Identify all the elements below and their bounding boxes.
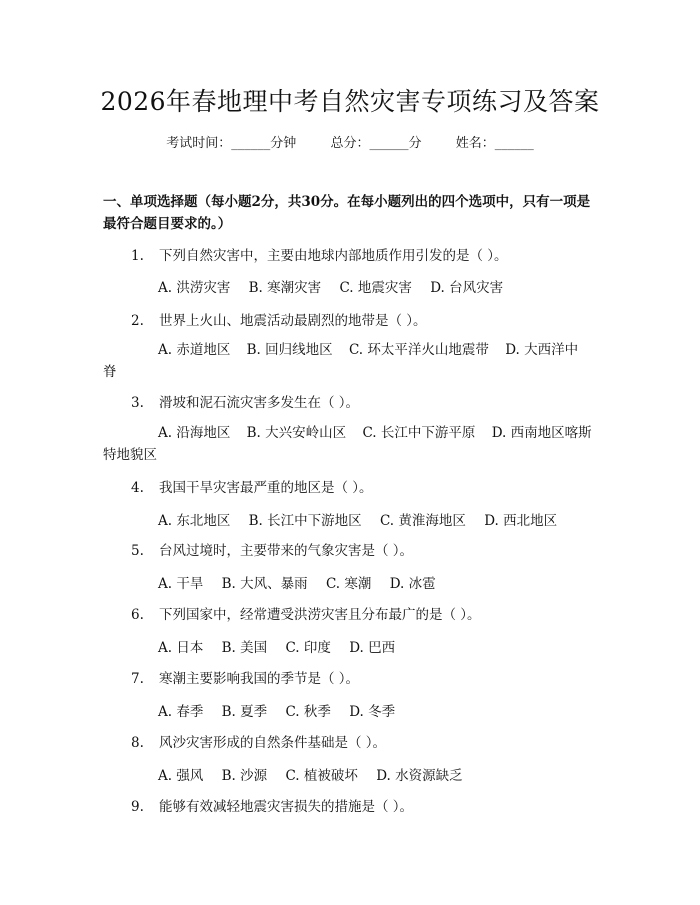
question-text: 下列国家中，经常遭受洪涝灾害且分布最广的是（ ）。 (159, 607, 481, 623)
page-title: 2026年春地理中考自然灾害专项练习及答案 (100, 87, 600, 116)
question-text: 滑坡和泥石流灾害多发生在（ ）。 (159, 395, 360, 411)
question (131, 476, 611, 496)
question-text: 下列自然灾害中，主要由地球内部地质作用引发的是（ ）。 (159, 248, 508, 264)
option: D. 冰雹 (389, 576, 436, 592)
question (131, 391, 611, 411)
option: B. 沙源 (221, 768, 268, 784)
option: D. 水资源缺乏 (376, 768, 463, 784)
option: B. 寒潮灾害 (248, 280, 322, 296)
option: D. 台风灾害 (430, 280, 504, 296)
option: D. 大西洋中脊 (103, 342, 579, 380)
question-number: 9. (131, 799, 144, 815)
option: C. 地震灾害 (339, 280, 412, 296)
total-score: 总分：______分 (330, 136, 422, 151)
question-text: 风沙灾害形成的自然条件基础是（ ）。 (159, 735, 387, 751)
question-text: 世界上火山、地震活动最剧烈的地带是（ ）。 (159, 313, 427, 329)
question-text: 我国干旱灾害最严重的地区是（ ）。 (159, 480, 373, 496)
exam-meta (0, 132, 700, 151)
option: C. 印度 (285, 640, 331, 656)
option: B. 长江中下游地区 (248, 513, 362, 529)
option: A. 日本 (158, 640, 204, 656)
option: A. 东北地区 (158, 513, 231, 529)
option: C. 环太平洋火山地震带 (348, 342, 489, 358)
option: C. 寒潮 (325, 576, 372, 592)
option: D. 西南地区喀斯特地貌区 (103, 425, 592, 463)
option: C. 黄淮海地区 (379, 513, 466, 529)
question-number: 4. (131, 480, 144, 496)
question-number: 1. (131, 248, 144, 264)
question-text: 能够有效减轻地震灾害损失的措施是（ ）。 (159, 799, 414, 815)
option: B. 夏季 (221, 704, 268, 720)
question-number: 7. (131, 671, 144, 687)
option: B. 回归线地区 (246, 342, 333, 358)
question-options (158, 764, 477, 784)
question (131, 731, 611, 751)
option: A. 强风 (158, 768, 204, 784)
section-heading: 一、单项选择题（每小题2分，共30分。在每小题列出的四个选项中，只有一项是最符合题目要求的。） (103, 194, 591, 232)
question (131, 244, 611, 264)
question (131, 539, 611, 559)
question (131, 603, 611, 623)
question-options (158, 636, 409, 656)
option: C. 秋季 (285, 704, 331, 720)
option: A. 干旱 (158, 576, 204, 592)
option: A. 春季 (158, 704, 204, 720)
option: D. 冬季 (349, 704, 396, 720)
option: B. 大风、暴雨 (221, 576, 308, 592)
question-number: 8. (131, 735, 144, 751)
option: A. 沿海地区 (158, 425, 231, 441)
question-text: 台风过境时，主要带来的气象灾害是（ ）。 (159, 543, 414, 559)
option: A. 洪涝灾害 (158, 280, 231, 296)
exam-time: 考试时间：______分钟 (166, 136, 297, 151)
question-options (103, 339, 593, 383)
question-options (158, 700, 409, 720)
option: B. 大兴安岭山区 (246, 425, 347, 441)
option: B. 美国 (221, 640, 268, 656)
option: A. 赤道地区 (158, 342, 231, 358)
question-number: 3. (131, 395, 144, 411)
question-number: 5. (131, 543, 144, 559)
question (131, 795, 611, 815)
question-options (103, 422, 593, 466)
question-options (158, 572, 450, 592)
student-name: 姓名：______ (455, 136, 534, 151)
question-text: 寒潮主要影响我国的季节是（ ）。 (159, 671, 360, 687)
question (131, 667, 611, 687)
question-number: 2. (131, 313, 144, 329)
question-options (158, 276, 517, 296)
question-number: 6. (131, 607, 144, 623)
question (131, 309, 611, 329)
option: D. 巴西 (349, 640, 396, 656)
option: C. 植被破坏 (285, 768, 358, 784)
question-options (158, 509, 571, 529)
option: C. 长江中下游平原 (362, 425, 476, 441)
option: D. 西北地区 (484, 513, 558, 529)
